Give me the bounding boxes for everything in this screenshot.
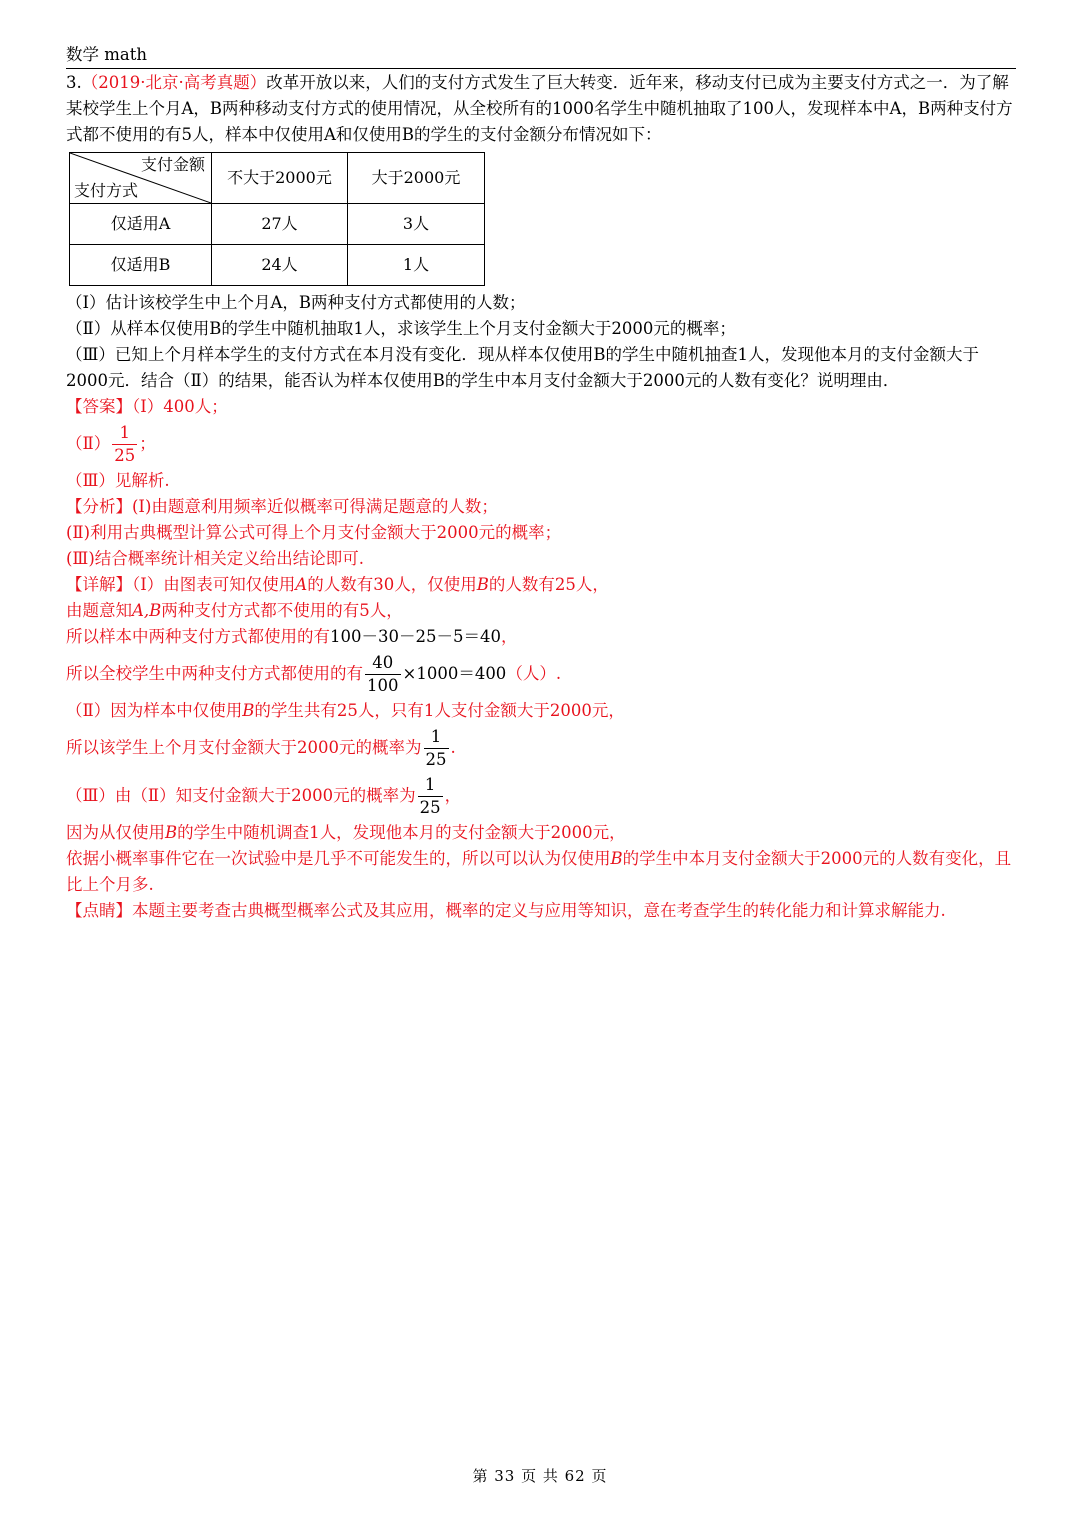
comment-text: 本题主要考查古典概型概率公式及其应用，概率的定义与应用等知识，意在考查学生的转化能力和计算求解能力. bbox=[132, 901, 946, 920]
fraction-numerator: 40 bbox=[365, 652, 401, 675]
detail-text: 由题意知 bbox=[66, 601, 132, 620]
detail-text: 所以该学生上个月支付金额大于2000元的概率为 bbox=[66, 738, 422, 757]
cell-value: 1人 bbox=[348, 245, 485, 286]
table-row bbox=[70, 204, 485, 245]
detail-text: ， bbox=[500, 627, 518, 646]
detail-text: 所以样本中两种支付方式都使用的有 bbox=[66, 627, 330, 646]
question-part-1: （Ⅰ）估计该校学生中上个月A，B两种支付方式都使用的人数； bbox=[66, 293, 526, 312]
detail-text: 所以全校学生中两种支付方式都使用的有 bbox=[66, 664, 363, 683]
question-text: 改革开放以来，人们的支付方式发生了巨大转变．近年来，移动支付已成为主要支付方式之一．为了解某校学生上个月A，B两种移动支付方式的使用情况，从全校所有的1000名学生中随机抽取了100人，发现样本中A，B两种支付方式都不使用的有5人，样本中仅使用A和仅使用B的学生的支付金额分布情况如下： bbox=[66, 73, 1013, 144]
document-content bbox=[66, 70, 1016, 924]
table-corner-cell bbox=[70, 153, 212, 204]
detail-text: （Ⅲ）由（Ⅱ）知支付金额大于2000元的概率为 bbox=[66, 786, 416, 805]
detail-fraction bbox=[424, 726, 449, 771]
question-source: （2019·北京·高考真题） bbox=[81, 73, 267, 92]
page-header: 数学 math bbox=[66, 44, 1016, 69]
detail-var: B bbox=[476, 575, 489, 594]
fraction-denominator: 25 bbox=[425, 750, 447, 769]
analysis-line-1: (Ⅰ)由题意利用频率近似概率可得满足题意的人数； bbox=[132, 497, 498, 516]
row-label: 仅适用A bbox=[70, 204, 212, 245]
row-label: 仅适用B bbox=[70, 245, 212, 286]
cell-value: 24人 bbox=[212, 245, 348, 286]
fraction-numerator: 1 bbox=[418, 774, 443, 797]
detail-tag: 【详解】 bbox=[66, 575, 132, 594]
detail-var: B bbox=[610, 849, 623, 868]
detail-text: 的人数有25人， bbox=[488, 575, 609, 594]
corner-bottom-label: 支付方式 bbox=[74, 181, 139, 200]
analysis-tag: 【分析】 bbox=[66, 497, 132, 516]
detail-text: （Ⅰ）由图表可知仅使用 bbox=[132, 575, 296, 594]
detail-text: （人）. bbox=[506, 664, 562, 683]
detail-formula: 100－30－25－5＝40 bbox=[330, 627, 501, 646]
question-part-2: （Ⅱ）从样本仅使用B的学生中随机抽取1人，求该学生上个月支付金额大于2000元的概率； bbox=[66, 319, 736, 338]
detail-text: . bbox=[450, 738, 456, 757]
answer-tag: 【答案】 bbox=[66, 397, 132, 416]
detail-var: B bbox=[165, 823, 178, 842]
detail-text: （Ⅱ）因为样本中仅使用 bbox=[66, 701, 243, 720]
answer-section bbox=[66, 394, 1016, 924]
cell-value: 3人 bbox=[348, 204, 485, 245]
question-part-3: （Ⅲ）已知上个月样本学生的支付方式在本月没有变化．现从样本仅使用B的学生中随机抽查1人，发现他本月的支付金额大于2000元．结合（Ⅱ）的结果，能否认为样本仅使用B的学生中本月支付金额大于2000元的人数有变化？说明理由． bbox=[66, 345, 980, 390]
comment-tag: 【点睛】 bbox=[66, 901, 132, 920]
table-header-col2: 大于2000元 bbox=[348, 153, 485, 204]
detail-var: A,B bbox=[132, 601, 162, 620]
answer-1: （Ⅰ）400人； bbox=[132, 397, 228, 416]
answer-2-prefix: （Ⅱ） bbox=[66, 434, 111, 453]
detail-text: ， bbox=[444, 786, 462, 805]
answer-2-suffix: ； bbox=[139, 434, 156, 453]
corner-top-label: 支付金额 bbox=[140, 155, 205, 174]
answer-3: （Ⅲ）见解析. bbox=[66, 471, 170, 490]
detail-text: 的学生中本月支付金额大于2000元的人数有变化，且比上个月多. bbox=[66, 849, 1012, 894]
detail-text: 依据小概率事件它在一次试验中是几乎不可能发生的，所以可以认为仅使用 bbox=[66, 849, 611, 868]
detail-fraction bbox=[365, 652, 401, 697]
detail-var: A bbox=[295, 575, 308, 594]
fraction-numerator: 1 bbox=[112, 422, 137, 445]
analysis-line-2: (Ⅱ)利用古典概型计算公式可得上个月支付金额大于2000元的概率； bbox=[66, 523, 562, 542]
table-row bbox=[70, 245, 485, 286]
answer-2-fraction bbox=[112, 422, 137, 467]
payment-table bbox=[69, 152, 485, 286]
cell-value: 27人 bbox=[212, 204, 348, 245]
detail-fraction bbox=[418, 774, 443, 819]
analysis-line-3: (Ⅲ)结合概率统计相关定义给出结论即可. bbox=[66, 549, 365, 568]
detail-var: B bbox=[242, 701, 255, 720]
question-number: 3. bbox=[66, 73, 82, 92]
detail-text: 两种支付方式都不使用的有5人， bbox=[161, 601, 403, 620]
detail-text: 因为从仅使用 bbox=[66, 823, 165, 842]
fraction-denominator: 100 bbox=[367, 676, 399, 695]
fraction-denominator: 25 bbox=[114, 446, 136, 465]
detail-formula: ×1000＝400 bbox=[402, 664, 507, 683]
fraction-numerator: 1 bbox=[424, 726, 449, 749]
detail-text: 的学生共有25人，只有1人支付金额大于2000元， bbox=[254, 701, 625, 720]
question-stem bbox=[66, 70, 1016, 148]
detail-text: 的学生中随机调查1人，发现他本月的支付金额大于2000元， bbox=[177, 823, 626, 842]
detail-text: 的人数有30人，仅使用 bbox=[307, 575, 477, 594]
table-header-col1: 不大于2000元 bbox=[212, 153, 348, 204]
fraction-denominator: 25 bbox=[419, 798, 441, 817]
page-footer: 第 33 页 共 62 页 bbox=[472, 1467, 608, 1485]
